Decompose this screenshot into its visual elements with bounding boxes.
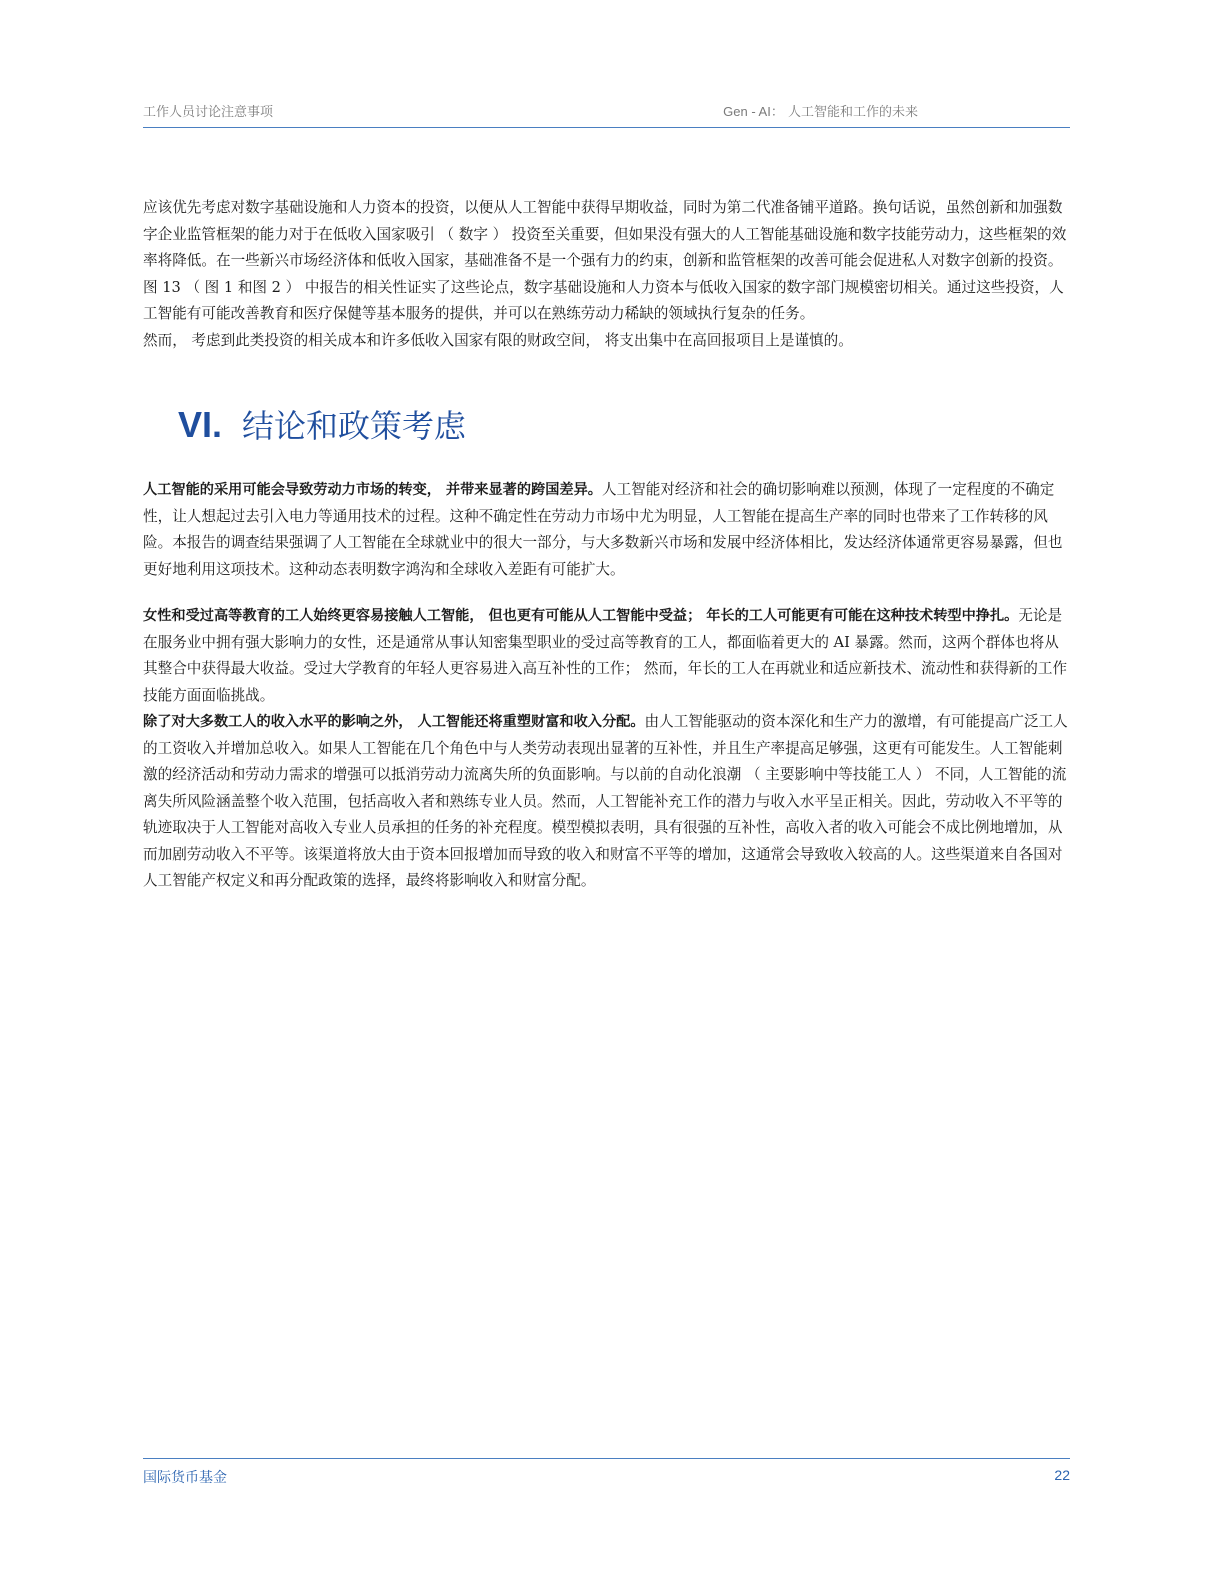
paragraph-lead-labor-market: 人工智能的采用可能会导致劳动力市场的转变， 并带来显著的跨国差异。 bbox=[143, 482, 602, 498]
intro-paragraph-2: 然而， 考虑到此类投资的相关成本和许多低收入国家有限的财政空间， 将支出集中在高回报项目上是谨慎的。 bbox=[143, 331, 853, 349]
conclusion-text bbox=[143, 477, 1073, 895]
paragraph-labor-market bbox=[143, 477, 1073, 583]
paragraph-lead-workers: 女性和受过高等教育的工人始终更容易接触人工智能， 但也更有可能从人工智能中受益； 年长的工人可能更有可能在这种技术转型中挣扎。 bbox=[143, 608, 1019, 624]
page-header bbox=[143, 99, 1070, 128]
header-report-title bbox=[723, 101, 918, 120]
intro-text bbox=[143, 195, 1073, 354]
header-title-cn: 人工智能和工作的未来 bbox=[787, 105, 918, 120]
footer-organization: 国际货币基金 bbox=[143, 1470, 227, 1486]
paragraph-body-labor-market: 人工智能对经济和社会的确切影响难以预测，体现了一定程度的不确定性，让人想起过去引入电力等通用技术的过程。这种不确定性在劳动力市场中尤为明显，人工智能在提高生产率的同时也带来了工作转移的风险。本报告的调查结果强调了人工智能在全球就业中的很大一部分，与大多数新兴市场和发展中经济体相比，发达经济体通常更容易暴露，但也更好地利用这项技术。这种动态表明数字鸿沟和全球收入差距有可能扩大。 bbox=[143, 481, 1063, 578]
intro-paragraph-1: 应该优先考虑对数字基础设施和人力资本的投资，以便从人工智能中获得早期收益，同时为第二代准备铺平道路。换句话说，虽然创新和加强数字企业监管框架的能力对于在低收入国家吸引 （ 数字 ） 投资至关重要，但如果没有强大的人工智能基础设施和数字技能劳动力，这些框架的效率将降低。在一些新兴市场经济体和低收入国家，基础准备不是一个强有力的约束，创新和监管框架的改善可能会促进私人对数字创新的投资。图 13 （ 图 1 和图 2 ） 中报告的相关性证实了这些论点，数字基础设施和人力资本与低收入国家的数字部门规模密切相关。通过这些投资，人工智能有可能改善教育和医疗保健等基本服务的提供，并可以在熟练劳动力稀缺的领域执行复杂的任务。 bbox=[143, 199, 1067, 322]
paragraph-body-income: 由人工智能驱动的资本深化和生产力的激增，有可能提高广泛工人的工资收入并增加总收入。如果人工智能在几个角色中与人类劳动表现出显著的互补性，并且生产率提高足够强，这更有可能发生。人工智能刺激的经济活动和劳动力需求的增强可以抵消劳动力流离失所的负面影响。与以前的自动化浪潮 （ 主要影响中等技能工人 ） 不同，人工智能的流离失所风险涵盖整个收入范围，包括高收入者和熟练专业人员。然而，人工智能补充工作的潜力与收入水平呈正相关。因此，劳动收入不平等的轨迹取决于人工智能对高收入专业人员承担的任务的补充程度。模型模拟表明，具有很强的互补性，高收入者的收入可能会不成比例地增加，从而加剧劳动收入不平等。该渠道将放大由于资本回报增加而导致的收入和财富不平等的增加，这通常会导致收入较高的人。这些渠道来自各国对人工智能产权定义和再分配政策的选择，最终将影响收入和财富分配。 bbox=[143, 713, 1068, 889]
page-number: 22 bbox=[1054, 1467, 1070, 1483]
section-title: 结论和政策考虑 bbox=[242, 407, 467, 445]
header-title-latin: Gen - AI： bbox=[723, 104, 784, 119]
paragraph-workers bbox=[143, 603, 1073, 709]
paragraph-body-workers: 无论是在服务业中拥有强大影响力的女性，还是通常从事认知密集型职业的受过高等教育的工人，都面临着更大的 AI 暴露。然而，这两个群体也将从其整合中获得最大收益。受过大学教育的年轻人更容易进入高互补性的工作； 然而，年长的工人在再就业和适应新技术、流动性和获得新的工作技能方面面临挑战。 bbox=[143, 607, 1068, 704]
page-footer bbox=[143, 1458, 1070, 1486]
paragraph-lead-income: 除了对大多数工人的收入水平的影响之外， 人工智能还将重塑财富和收入分配。 bbox=[143, 714, 645, 730]
header-report-type: 工作人员讨论注意事项 bbox=[143, 105, 274, 120]
section-heading bbox=[178, 401, 466, 449]
paragraph-income bbox=[143, 709, 1073, 895]
section-number: VI. bbox=[178, 404, 223, 445]
